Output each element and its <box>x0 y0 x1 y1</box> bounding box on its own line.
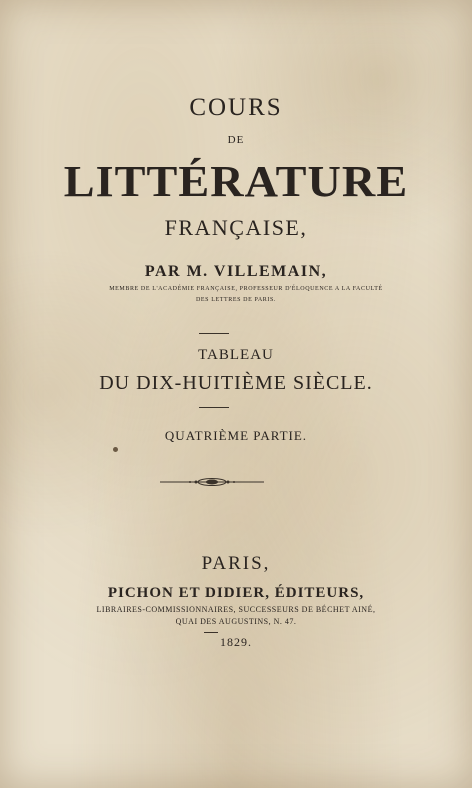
subtitle-century: DU DIX-HUITIÈME SIÈCLE. <box>99 372 373 394</box>
author-name: PAR M. VILLEMAIN, <box>144 263 328 280</box>
divider-rule <box>199 333 229 334</box>
imprint-address: QUAI DES AUGUSTINS, N. 47. <box>175 617 297 626</box>
ornament-divider <box>160 476 264 488</box>
imprint-place: PARIS, <box>201 553 271 574</box>
divider-rule <box>199 407 229 408</box>
subtitle-tableau: TABLEAU <box>198 347 274 363</box>
author-credentials-line2: DES LETTRES DE PARIS. <box>195 297 277 303</box>
author-credentials-line1: MEMBRE DE L'ACADÉMIE FRANÇAISE, PROFESSEUR D'ÉLOQUENCE A LA FACULTÉ <box>109 286 383 292</box>
title-cours: COURS <box>189 94 283 121</box>
part-label: QUATRIÈME PARTIE. <box>164 428 308 443</box>
imprint-publisher-details: LIBRAIRES-COMMISSIONNAIRES, SUCCESSEURS DE BÉCHET AINÉ, <box>96 605 376 614</box>
title-litterature: LITTÉRATURE <box>63 157 409 206</box>
title-francaise: FRANÇAISE, <box>164 215 308 240</box>
ink-spot <box>113 447 118 452</box>
divider-rule-small <box>204 632 218 633</box>
imprint-publisher: PICHON ET DIDIER, ÉDITEURS, <box>107 585 365 601</box>
title-de: DE <box>227 134 245 146</box>
imprint-year: 1829. <box>220 635 252 649</box>
